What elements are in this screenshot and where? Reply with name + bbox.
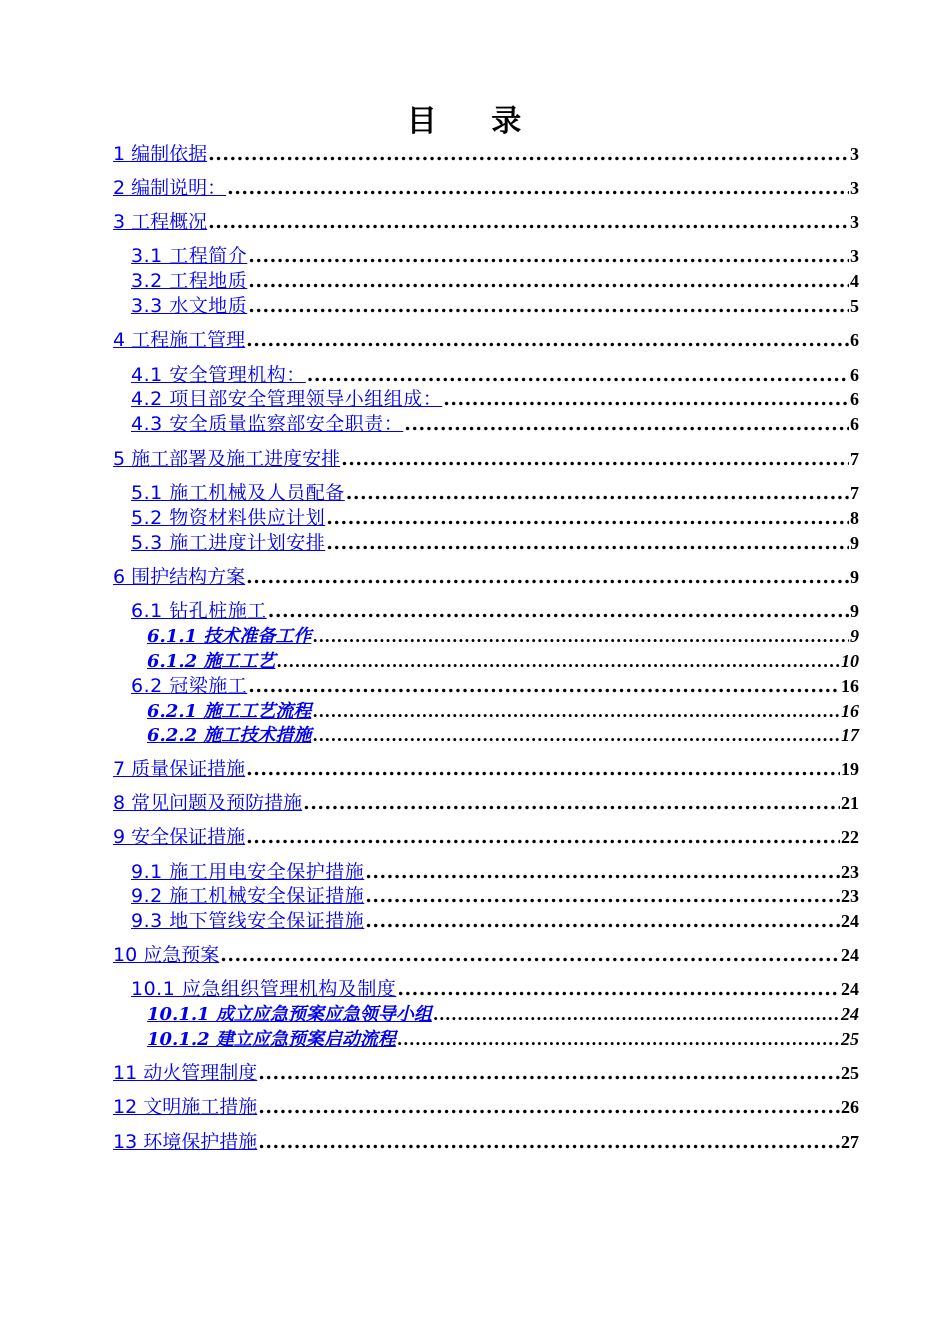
toc-link[interactable]: 12 文明施工措施 [113,1096,258,1118]
toc-leader [258,1061,840,1085]
toc-page-number: 8 [850,508,859,528]
toc-entry[interactable] [147,624,859,648]
toc-page-number: 6 [850,330,859,350]
toc-link[interactable]: 4.3 安全质量监察部安全职责： [131,413,404,435]
toc-leader [365,884,840,908]
toc-link[interactable]: 6.2.2 施工技术措施 [147,725,312,746]
toc-page-number: 22 [841,827,859,847]
toc-entry[interactable] [147,649,859,673]
toc-link[interactable]: 2 编制说明： [113,177,227,199]
toc-page-number: 10 [841,651,859,671]
toc-page-number: 23 [841,886,859,906]
toc-entry[interactable] [147,1027,859,1051]
toc-leader [326,506,849,530]
toc-leader [397,1028,840,1052]
toc-page-number: 16 [841,676,859,696]
toc-leader [246,328,849,352]
toc-link[interactable]: 5.2 物资材料供应计划 [131,507,326,529]
toc-entry[interactable] [113,565,859,589]
toc-entry[interactable] [131,294,859,318]
toc-link[interactable]: 6 围护结构方案 [113,566,246,588]
toc-leader [276,650,840,674]
toc-leader [307,363,849,387]
toc-page-number: 7 [850,449,859,469]
toc-leader [268,599,849,623]
toc-entry[interactable] [113,791,859,815]
toc-page-number: 6 [850,365,859,385]
toc-link[interactable]: 10.1.2 建立应急预案启动流程 [147,1029,396,1050]
toc-entry[interactable] [131,531,859,555]
toc-entry[interactable] [113,1095,859,1119]
toc-link[interactable]: 1 编制依据 [113,143,208,165]
toc-link[interactable]: 5 施工部署及施工进度安排 [113,448,341,470]
toc-leader [208,142,849,166]
toc-entry[interactable] [131,363,859,387]
toc-page-number: 6 [850,389,859,409]
toc-entry[interactable] [113,142,859,166]
toc-leader [433,1003,840,1027]
toc-page-number: 27 [841,1132,859,1152]
toc-entry[interactable] [113,757,859,781]
toc-leader [365,860,840,884]
toc-link[interactable]: 9.3 地下管线安全保证措施 [131,910,365,932]
toc-entry[interactable] [113,825,859,849]
toc-link[interactable]: 9.1 施工用电安全保护措施 [131,861,365,883]
toc-link[interactable]: 9 安全保证措施 [113,826,246,848]
toc-link[interactable]: 4.1 安全管理机构： [131,364,306,386]
toc-link[interactable]: 3.3 水文地质 [131,295,248,317]
toc-leader [208,210,849,234]
toc-entry[interactable] [131,674,859,698]
toc-entry[interactable] [113,1061,859,1085]
toc-page-number: 3 [850,246,859,266]
toc-entry[interactable] [131,387,859,411]
toc-link[interactable]: 11 动火管理制度 [113,1062,258,1084]
toc-page-number: 19 [841,759,859,779]
toc-link[interactable]: 13 环境保护措施 [113,1131,258,1153]
toc-leader [246,565,849,589]
toc-entry[interactable] [113,447,859,471]
toc-leader [248,674,840,698]
toc-page-number: 24 [841,911,859,931]
toc-leader [443,387,849,411]
toc-page-number: 23 [841,862,859,882]
toc-entry[interactable] [131,977,859,1001]
toc-page-number: 26 [841,1097,859,1117]
toc-link[interactable]: 6.2 冠梁施工 [131,675,248,697]
toc-leader [397,977,840,1001]
toc-entry[interactable] [113,328,859,352]
toc-entry[interactable] [131,412,859,436]
toc-link[interactable]: 3.2 工程地质 [131,270,248,292]
toc-leader [248,269,849,293]
toc-leader [258,1095,840,1119]
toc-link[interactable]: 3 工程概况 [113,211,208,233]
toc-page-number: 21 [841,793,859,813]
toc-entry[interactable] [147,723,859,747]
toc-entry[interactable] [147,699,859,723]
toc-page-number: 25 [841,1063,859,1083]
toc-page-number: 9 [850,601,859,621]
toc-leader [312,700,840,724]
toc-page-number: 3 [850,178,859,198]
toc-page-number: 9 [850,567,859,587]
toc-entry[interactable] [131,506,859,530]
toc-link[interactable]: 7 质量保证措施 [113,758,246,780]
toc-link[interactable]: 3.1 工程简介 [131,245,248,267]
toc-page-number: 4 [850,271,859,291]
toc-leader [365,909,840,933]
toc-entry[interactable] [131,269,859,293]
toc-leader [248,294,849,318]
toc-link[interactable]: 5.1 施工机械及人员配备 [131,482,345,504]
toc-entry[interactable] [131,909,859,933]
toc-link[interactable]: 8 常见问题及预防措施 [113,792,303,814]
toc-entry[interactable] [113,943,859,967]
toc-leader [346,481,849,505]
toc-link[interactable]: 10.1 应急组织管理机构及制度 [131,978,397,1000]
toc-leader [326,531,849,555]
toc-link[interactable]: 6.1.2 施工工艺 [147,651,276,672]
toc-page-number: 5 [850,296,859,316]
toc-leader [258,1130,840,1154]
toc-page-number: 7 [850,483,859,503]
toc-entry[interactable] [131,599,859,623]
toc-leader [303,791,840,815]
toc-page-number: 24 [841,1004,859,1024]
toc-entry[interactable] [113,210,859,234]
toc-leader [246,825,840,849]
toc-leader [404,412,849,436]
toc-link[interactable]: 6.1.1 技术准备工作 [147,626,312,647]
toc-link[interactable]: 9.2 施工机械安全保证措施 [131,885,365,907]
toc-page-number: 3 [850,144,859,164]
toc-link[interactable]: 5.3 施工进度计划安排 [131,532,326,554]
toc-entry[interactable] [131,884,859,908]
toc-leader [312,625,849,649]
toc-entry[interactable] [131,244,859,268]
toc-page-number: 24 [841,945,859,965]
toc-entry[interactable] [113,1130,859,1154]
toc-link[interactable]: 6.1 钻孔桩施工 [131,600,267,622]
toc-page-number: 9 [850,533,859,553]
toc-link[interactable]: 6.2.1 施工工艺流程 [147,701,312,722]
toc-page-number: 25 [841,1029,859,1049]
toc-link[interactable]: 4.2 项目部安全管理领导小组组成： [131,388,443,410]
toc-link[interactable]: 4 工程施工管理 [113,329,246,351]
toc-page-number: 6 [850,414,859,434]
toc-entry[interactable] [131,860,859,884]
toc-page-number: 16 [841,701,859,721]
toc-link[interactable]: 10 应急预案 [113,944,220,966]
toc-leader [248,244,849,268]
toc-page-number: 17 [841,725,859,745]
toc-entry[interactable] [113,176,859,200]
toc-leader [341,447,849,471]
toc-page-number: 3 [850,212,859,232]
toc-leader [227,176,849,200]
toc-entry[interactable] [147,1002,859,1026]
toc-page-number: 24 [841,979,859,999]
toc-link[interactable]: 10.1.1 成立应急预案应急领导小组 [147,1004,432,1025]
toc-page-number: 9 [850,626,859,646]
toc-entry[interactable] [131,481,859,505]
toc-leader [220,943,840,967]
toc-title: 目 录 [406,104,544,139]
toc-leader [246,757,840,781]
toc-leader [312,724,840,748]
